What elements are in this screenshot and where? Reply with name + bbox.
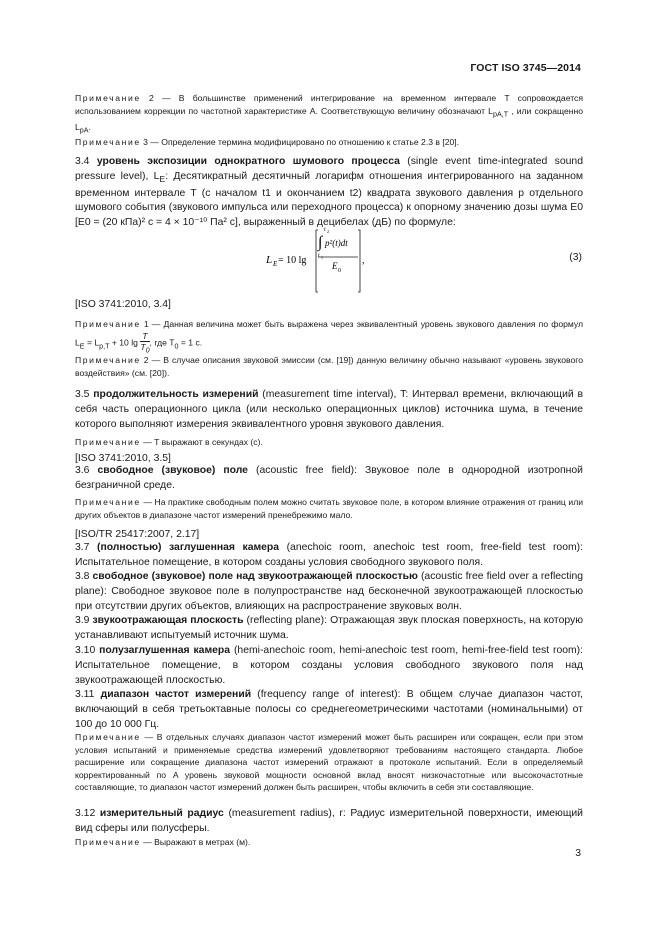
definition-3-7 — [75, 541, 583, 571]
formula-lhs-sub: E — [273, 260, 278, 268]
clause-number: 3.12 — [75, 808, 96, 819]
definition-3-8 — [75, 570, 583, 614]
definition-text: (reflecting plane): Отражающая звук плоская поверхность, на которую устанавливают испытуемый источник шума. — [75, 615, 583, 641]
definition-text: (acoustic free field): Звуковое поле в однородной изотропной безграничной среде. — [75, 465, 583, 491]
term: продолжительность измерений — [93, 389, 259, 400]
note-text: — Выражают в метрах (м). — [143, 837, 251, 847]
term: диапазон частот измерений — [100, 689, 252, 700]
reference-2: [ISO 3741:2010, 3.5] — [75, 453, 171, 464]
note-e — [75, 731, 583, 794]
clause-number: 3.10 — [75, 645, 96, 656]
definition-3-9 — [75, 614, 583, 644]
term: свободное (звуковое) поле — [97, 465, 248, 476]
formula-bracket-right — [358, 230, 360, 292]
term: измерительный радиус — [99, 808, 224, 819]
term: (полностью) заглушенная камера — [96, 542, 280, 553]
clause-number: 3.5 — [75, 389, 90, 400]
note-text: = 1 с. — [178, 337, 203, 348]
note-b1 — [75, 318, 583, 355]
note-fraction — [140, 331, 149, 356]
clause-number: 3.4 — [75, 156, 90, 167]
note-label: Примечание — [75, 497, 141, 507]
formula-comma: , — [362, 255, 365, 266]
clause-number: 3.7 — [75, 542, 90, 553]
definition-3-10 — [75, 644, 583, 688]
note-a2 — [75, 92, 583, 137]
definition-3-11 — [75, 688, 583, 732]
note-label: Примечание — [75, 319, 141, 329]
definition-3-6 — [75, 464, 583, 494]
note-sub: pA — [79, 126, 89, 135]
note-text: — В отдельных случаях диапазон частот измерений может быть расширен или сокращен, если при этом условия испытаний и применяемые средства измерений удовлетворяют требованиям настоящего стандарта. Любое расширение или сокращение диапазона частот измерений отражают в протоколе испытаний. Если в определяемый корректированный по A уровень звуковой мощности основной вклад вносят низкочастотные или высокочастотные составляющие, то диапазон частот измерений должен быть расширен, чтобы включить в себя эти составляющие. — [75, 732, 584, 793]
formula-denominator-sub: 0 — [338, 268, 341, 274]
note-text-mid: , или сокращенно L — [75, 105, 583, 132]
integral-lower-sub: 1 — [321, 255, 323, 260]
formula-denominator: E — [332, 261, 338, 271]
note-sub: E — [79, 341, 85, 350]
definition-3-12 — [75, 807, 583, 837]
note-b2 — [75, 354, 583, 379]
clause-number: 3.9 — [75, 615, 90, 626]
note-text: 1 — Данная величина может быть выражена через эквивалентный уровень звукового давления по формул L — [75, 319, 584, 348]
fraction-den-sub: 0 — [145, 346, 150, 355]
term-english: (single event time-integrated sound pressure level), L — [75, 156, 583, 182]
term: уровень экспозиции однократного шумового процесса — [96, 156, 400, 167]
note-text: — T выражают в секундах (с). — [143, 437, 263, 447]
formula-numerator: p²(t)dt — [325, 238, 348, 248]
note-a3 — [75, 136, 583, 149]
clause-number: 3.11 — [75, 689, 95, 700]
definition-text: (frequency range of interest): В общем случае диапазон частот, включающий в себя третьоктавные полосы со среднегеометрическими частотами (номинальными) от 100 до 10 000 Гц. — [75, 689, 583, 730]
note-label: Примечание — [75, 732, 141, 742]
definition-text: (measurement radius), r: Радиус измерительной поверхности, имеющий вид сферы или полусферы. — [75, 808, 583, 834]
integral-lower: t — [318, 253, 320, 259]
note-sub: pA,T — [492, 110, 509, 119]
note-d — [75, 496, 583, 521]
definition-text: : Десятикратный десятичный логарифм отношения интегрированного на заданном временном интервале T (с началом t1 и окончанием t2) квадрата звукового давления p отдельного шумового события (звукового импульса или переходного процесса) к опорному значению дозы шума E0 [E0 = (20 кПа)² с = 4 × 10⁻¹⁰ Па² с], выраженный в децибелах (дБ) по формуле: — [75, 170, 583, 229]
term: свободное (звуковое) поле над звукоотражающей плоскостью — [92, 571, 418, 582]
formula-eq: = 10 lg — [278, 255, 307, 266]
note-sub: p,T — [99, 341, 110, 350]
symbol-sub: E — [159, 173, 166, 184]
note-text: 3 — Определение термина модифицировано по отношению к статье 2.3 в [20]. — [143, 137, 460, 147]
integral-upper: t — [324, 227, 326, 233]
note-label: Примечание — [75, 137, 141, 147]
page-number: 3 — [575, 848, 581, 859]
note-label: Примечание — [75, 837, 141, 847]
term: полузаглушенная камера — [99, 645, 231, 656]
note-label: Примечание — [75, 437, 141, 447]
definition-text: (acoustic free field over a reflecting plane): Свободное звуковое поле в полупространстве над бесконечной звукоотражающей плоскостью при отсутствии других объектов, влияющих на распространение звуковых волн. — [75, 571, 584, 612]
term: звукоотражающая плоскость — [92, 615, 244, 626]
definition-text: (measurement time interval), T: Интервал времени, включающий в себя часть операционного цикла (или несколько операционных циклов) источника шума, в течение которого выполняют измерения эквивалентного уровня звукового давления. — [75, 389, 584, 430]
note-sub: 0 — [174, 341, 179, 350]
fraction-den: T — [140, 341, 146, 352]
definition-text: (anechoic room, anechoic test room, free-field test room): Испытательное помещение, в котором созданы условия свободного звукового поля. — [75, 542, 583, 568]
document-header: ГОСТ ISO 3745—2014 — [470, 62, 581, 74]
clause-number: 3.8 — [75, 571, 90, 582]
note-label: Примечание — [75, 355, 141, 365]
formula-lhs: L — [266, 254, 273, 266]
reference-1: [ISO 3741:2010, 3.4] — [75, 299, 171, 310]
note-text: , где T — [149, 337, 175, 348]
note-f — [75, 836, 583, 849]
note-text-end: . — [88, 121, 91, 132]
fraction-num: T — [142, 330, 148, 341]
clause-number: 3.6 — [75, 465, 90, 476]
reference-3: [ISO/TR 25417:2007, 2.17] — [75, 529, 200, 540]
integral-upper-sub: 2 — [327, 229, 329, 234]
equation-number: (3) — [569, 252, 582, 263]
note-text: = L — [84, 337, 100, 348]
note-text: 2 — В большинстве применений интегрирование на временном интервале T сопровождается использованием коррекции по частотной характеристике A. Соответствующую величину обозначают L — [75, 93, 583, 116]
note-text: — На практике свободным полем можно считать звуковое поле, в котором влияние отражения от границ или других объектов в диапазоне частот измерений пренебрежимо мало. — [75, 497, 584, 520]
note-c — [75, 436, 583, 449]
definition-text: (hemi-anechoic room, hemi-anechoic test room, hemi-free-field test room): Испытательное помещение, в котором созданы условия свободного звукового поля над звукоотражающей плоскостью. — [75, 645, 583, 686]
note-text: + 10 lg — [109, 337, 138, 348]
note-label: Примечание — [75, 93, 141, 103]
definition-3-4 — [75, 155, 583, 231]
integral-sign: ∫ — [318, 234, 323, 251]
formula-3 — [258, 225, 368, 295]
definition-3-5 — [75, 388, 583, 432]
note-text: 2 — В случае описания звуковой эмиссии (см. [19]) данную величину обычно называют «уровень звукового воздействия» (см. [20]). — [75, 355, 584, 378]
